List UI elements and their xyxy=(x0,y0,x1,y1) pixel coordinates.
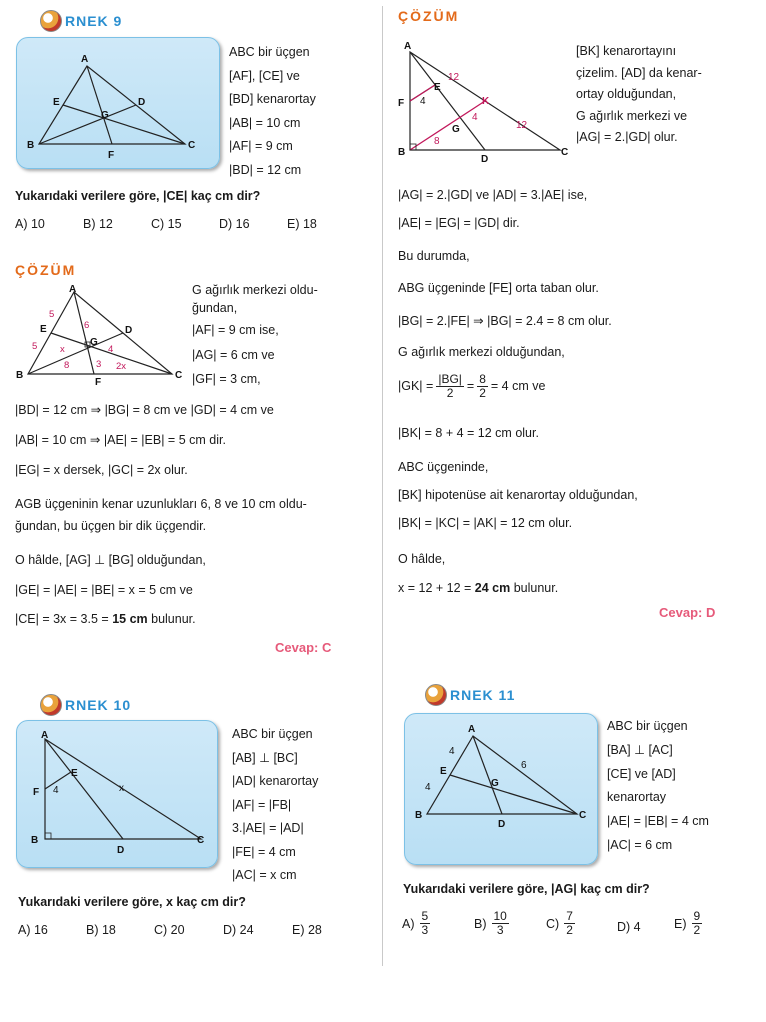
solution-line: O hâlde, [AG] ⊥ [BG] olduğundan, xyxy=(15,553,206,567)
solution-line: |AG| = 2.|GD| olur. xyxy=(576,130,678,144)
denominator: 2 xyxy=(693,923,701,937)
vertex-label: E xyxy=(440,766,447,777)
gk-equation xyxy=(398,373,545,400)
length-label: 6 xyxy=(521,760,527,771)
vertex-label: E xyxy=(434,82,441,93)
column-divider xyxy=(382,6,383,966)
vertex-label: G xyxy=(452,124,460,135)
vertex-label: C xyxy=(579,810,587,821)
given-line: kenarortay xyxy=(607,790,667,805)
given-line: |BD| = 12 cm xyxy=(229,162,302,177)
vertex-label: C xyxy=(188,140,196,151)
triangle-figure-10 xyxy=(17,721,217,867)
example-10-title: RNEK 10 xyxy=(65,697,132,713)
equation-part: = 4 cm ve xyxy=(490,379,546,393)
vertex-label: D xyxy=(138,97,146,108)
option-a[interactable]: A) 16 xyxy=(18,923,48,937)
vertex-label: F xyxy=(108,150,115,161)
result-text: x = 12 + 12 = xyxy=(398,581,475,595)
length-label: 4 xyxy=(472,112,478,123)
option-a[interactable]: A) 10 xyxy=(15,217,45,231)
given-line: |AF| = 9 cm xyxy=(229,139,293,153)
solution-9-title: ÇÖZÜM xyxy=(15,262,77,278)
option-d[interactable]: D) 4 xyxy=(617,920,641,934)
given-line: |AB| = 10 cm xyxy=(229,115,301,130)
vertex-label: B xyxy=(16,370,24,381)
denominator: 2 xyxy=(479,386,486,400)
example-11-title: RNEK 11 xyxy=(450,687,516,703)
solution-line: ğundan, bu üçgen bir dik üçgendir. xyxy=(15,519,207,533)
vertex-label: D xyxy=(498,819,506,830)
fraction xyxy=(477,373,488,400)
vertex-label: D xyxy=(125,325,133,336)
solution-line: G ağırlık merkezi olduğundan, xyxy=(398,345,565,359)
solution-line: |EG| = x dersek, |GC| = 2x olur. xyxy=(15,463,188,477)
vertex-label: D xyxy=(481,154,489,165)
option-e[interactable]: E) 28 xyxy=(292,923,322,937)
example-10-question: Yukarıdaki verilere göre, x kaç cm dir? xyxy=(18,895,246,909)
length-label: 3 xyxy=(96,359,102,370)
solution-line: |AB| = 10 cm ⇒ |AE| = |EB| = 5 cm dir. xyxy=(15,433,226,447)
triangle-figure-10-solution xyxy=(396,38,576,166)
length-label: x xyxy=(119,783,124,794)
example-badge-icon xyxy=(425,684,447,706)
denominator: 3 xyxy=(421,923,429,937)
option-b[interactable]: B) 18 xyxy=(86,923,116,937)
denominator: 3 xyxy=(496,923,504,937)
vertex-label: B xyxy=(415,810,423,821)
option-letter: B) xyxy=(474,916,487,931)
vertex-label: C xyxy=(561,147,569,158)
fraction xyxy=(420,910,431,937)
equation-part: = xyxy=(466,379,475,393)
solution-line: [BK] hipotenüse ait kenarortay olduğundan, xyxy=(398,488,638,502)
denominator: 2 xyxy=(446,386,454,400)
option-letter: A) xyxy=(402,916,415,931)
numerator: 8 xyxy=(479,372,486,386)
solution-line: |GE| = |AE| = |BE| = x = 5 cm ve xyxy=(15,583,193,597)
solution-line: |AG| = 2.|GD| ve |AD| = 3.|AE| ise, xyxy=(398,188,588,202)
given-line: |AD| kenarortay xyxy=(232,774,319,788)
solution-line: ABC üçgeninde, xyxy=(398,460,489,474)
option-c[interactable]: C) 15 xyxy=(151,217,182,231)
example-11-question: Yukarıdaki verilere göre, |AG| kaç cm dir? xyxy=(403,882,650,896)
example-9-figure xyxy=(16,37,220,169)
option-e[interactable]: E) 18 xyxy=(287,217,317,231)
triangle-figure-9 xyxy=(17,38,219,168)
option-b[interactable] xyxy=(474,910,509,937)
option-letter: C) xyxy=(546,916,560,931)
length-label: 8 xyxy=(64,360,70,371)
length-label: 4 xyxy=(420,96,426,107)
numerator: 5 xyxy=(421,909,429,923)
denominator: 2 xyxy=(566,923,573,937)
given-line: |AE| = |EB| = 4 cm xyxy=(607,814,709,829)
given-line: [BA] ⊥ [AC] xyxy=(607,742,673,757)
length-label: 4 xyxy=(53,785,59,796)
solution-line: AGB üçgeninin kenar uzunlukları 6, 8 ve 10 cm oldu- xyxy=(15,497,307,511)
example-11-header xyxy=(425,684,515,706)
example-9-question: Yukarıdaki verilere göre, |CE| kaç cm dir? xyxy=(15,189,261,203)
solution-line: |BK| = 8 + 4 = 12 cm olur. xyxy=(398,426,539,440)
length-label: 5 xyxy=(32,341,38,352)
example-badge-icon xyxy=(40,694,62,716)
vertex-label: B xyxy=(398,147,406,158)
example-10-header xyxy=(40,694,131,716)
vertex-label: A xyxy=(69,284,77,295)
given-line: [CE] ve [AD] xyxy=(607,766,676,781)
length-label: 5 xyxy=(49,309,55,320)
vertex-label: B xyxy=(31,835,39,846)
triangle-figure-11 xyxy=(405,714,597,864)
vertex-label: A xyxy=(81,54,89,65)
vertex-label: G xyxy=(491,778,499,789)
solution-line: O hâlde, xyxy=(398,552,446,566)
option-d[interactable]: D) 24 xyxy=(223,923,254,937)
length-label: 8 xyxy=(434,136,440,147)
vertex-label: K xyxy=(482,96,490,107)
vertex-label: F xyxy=(95,377,102,388)
vertex-label: A xyxy=(404,41,412,52)
fraction xyxy=(492,910,509,937)
length-label: 2x xyxy=(116,361,127,372)
example-9-header xyxy=(40,10,122,32)
equation-part: |GK| = xyxy=(398,379,434,393)
vertex-label: B xyxy=(27,140,35,151)
length-label: 6 xyxy=(84,320,90,331)
vertex-label: E xyxy=(71,768,78,779)
length-label: 12 xyxy=(448,72,460,83)
option-c[interactable]: C) 20 xyxy=(154,923,185,937)
given-line: [AB] ⊥ [BC] xyxy=(232,750,298,765)
solution-line: |BG| = 2.|FE| ⇒ |BG| = 2.4 = 8 cm olur. xyxy=(398,314,612,328)
given-line: [AF], [CE] ve xyxy=(229,68,300,83)
fraction xyxy=(692,910,703,937)
example-11-figure xyxy=(404,713,598,865)
option-letter: E) xyxy=(674,916,687,931)
result-value: 24 cm xyxy=(474,581,511,595)
given-line: |AC| = x cm xyxy=(232,868,297,882)
vertex-label: A xyxy=(468,724,476,735)
option-b[interactable]: B) 12 xyxy=(83,217,113,231)
solution-10-title: ÇÖZÜM xyxy=(398,8,460,24)
example-badge-icon xyxy=(40,10,62,32)
result-value: 15 cm xyxy=(112,612,148,626)
numerator: 10 xyxy=(493,909,507,923)
length-label: 4 xyxy=(425,782,431,793)
vertex-label: A xyxy=(41,730,49,741)
solution-10-side xyxy=(576,41,702,149)
fraction xyxy=(564,910,575,937)
solution-line: |BD| = 12 cm ⇒ |BG| = 8 cm ve |GD| = 4 cm ve xyxy=(15,403,274,417)
length-label: 12 xyxy=(516,120,528,131)
example-10-given xyxy=(232,723,318,888)
answer-badge: Cevap: C xyxy=(275,640,332,655)
vertex-label: G xyxy=(101,110,109,121)
length-label: 4 xyxy=(449,746,455,757)
given-line: ABC bir üçgen xyxy=(229,45,310,59)
given-line: 3.|AE| = |AD| xyxy=(232,821,304,835)
solution-line: Bu durumda, xyxy=(398,249,470,263)
solution-line: ortay olduğundan, xyxy=(576,87,677,101)
result-suffix: bulunur. xyxy=(147,612,196,626)
numerator: 9 xyxy=(693,909,701,923)
option-d[interactable]: D) 16 xyxy=(219,217,250,231)
option-e[interactable] xyxy=(674,910,702,937)
solution-line: G ağırlık merkezi ve xyxy=(576,108,688,123)
vertex-label: C xyxy=(197,835,205,846)
example-9-title: RNEK 9 xyxy=(65,13,123,29)
solution-line: |GF| = 3 cm, xyxy=(192,372,261,386)
given-line: |AC| = 6 cm xyxy=(607,837,673,852)
solution-line: [BK] kenarortayını xyxy=(576,44,677,58)
vertex-label: C xyxy=(175,370,183,381)
solution-9-side xyxy=(192,282,318,392)
example-10-figure xyxy=(16,720,218,868)
solution-line: çizelim. [AD] da kenar- xyxy=(576,65,702,80)
given-line: ABC bir üçgen xyxy=(607,719,688,733)
fraction xyxy=(436,373,464,400)
example-9-given xyxy=(229,41,316,182)
vertex-label: F xyxy=(398,98,405,109)
vertex-label: D xyxy=(117,845,125,856)
vertex-label: E xyxy=(53,97,60,108)
solution-line: |BK| = |KC| = |AK| = 12 cm olur. xyxy=(398,516,573,530)
numerator: |BG| xyxy=(438,372,462,386)
solution-line: |AF| = 9 cm ise, xyxy=(192,323,279,337)
option-a[interactable] xyxy=(402,910,430,937)
given-line: |FE| = 4 cm xyxy=(232,844,296,859)
length-label: 4 xyxy=(108,344,114,355)
vertex-label: F xyxy=(33,787,40,798)
result-text: |CE| = 3x = 3.5 = xyxy=(15,612,113,626)
given-line: ABC bir üçgen xyxy=(232,727,313,741)
vertex-label: E xyxy=(40,324,47,335)
option-c[interactable] xyxy=(546,910,575,937)
length-label: x xyxy=(60,344,65,355)
solution-result-line xyxy=(15,612,196,627)
triangle-figure-9-solution xyxy=(12,282,190,392)
solution-line: ABG üçgeninde [FE] orta taban olur. xyxy=(398,281,599,295)
vertex-label: G xyxy=(90,337,98,348)
example-11-given xyxy=(607,715,709,858)
result-suffix: bulunur. xyxy=(510,581,559,595)
solution-line: G ağırlık merkezi oldu- xyxy=(192,283,318,297)
given-line: |AF| = |FB| xyxy=(232,797,292,812)
solution-line: ğundan, xyxy=(192,301,238,315)
answer-badge: Cevap: D xyxy=(659,605,716,620)
numerator: 7 xyxy=(566,909,573,923)
solution-line: |AG| = 6 cm ve xyxy=(192,347,275,362)
given-line: [BD] kenarortay xyxy=(229,92,316,106)
solution-result-line xyxy=(398,581,558,596)
solution-line: |AE| = |EG| = |GD| dir. xyxy=(398,216,520,230)
